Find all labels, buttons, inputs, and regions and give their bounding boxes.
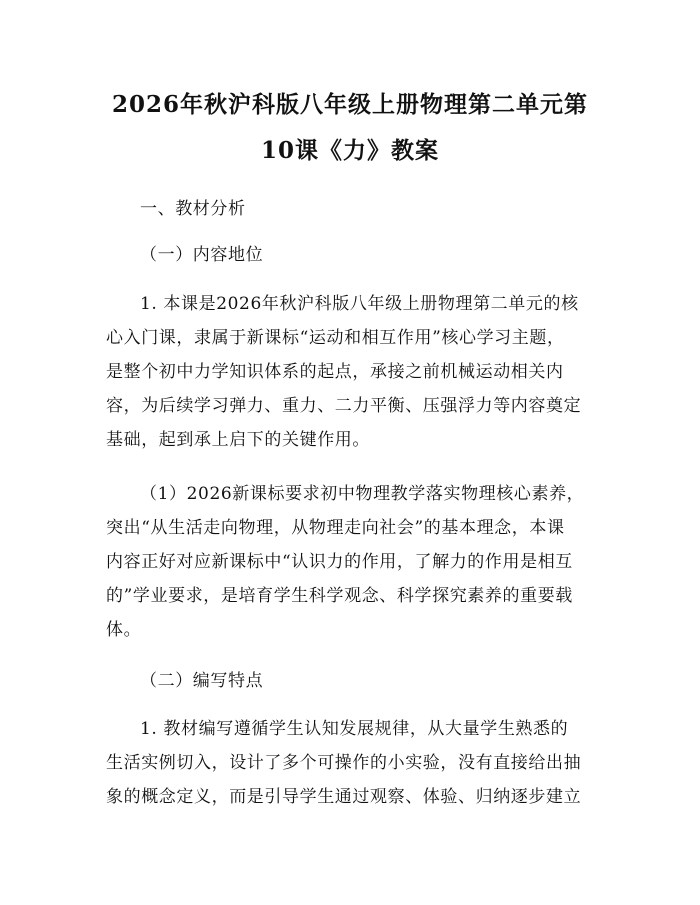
paragraph-2-line: （1）2026新课标要求初中物理教学落实物理核心素养，: [140, 484, 585, 504]
paragraph-2-line: 的”学业要求，是培育学生科学观念、科学探究素养的重要载: [106, 586, 573, 606]
paragraph-1-line: 1. 本课是2026年秋沪科版八年级上册物理第二单元的核: [140, 294, 579, 314]
paragraph-1-line: 心入门课，隶属于新课标“运动和相互作用”核心学习主题，: [106, 328, 565, 348]
section-heading-teaching-material-analysis: 一、教材分析: [140, 199, 246, 219]
document-title-line-1: 2026年秋沪科版八年级上册物理第二单元第: [111, 91, 588, 118]
paragraph-2-line: 内容正好对应新课标中“认识力的作用，了解力的作用是相互: [106, 552, 573, 572]
subsection-heading-writing-features: （二）编写特点: [140, 671, 264, 691]
subsection-heading-content-position: （一）内容地位: [140, 245, 264, 265]
paragraph-3-line: 生活实例切入，设计了多个可操作的小实验，没有直接给出抽: [106, 753, 582, 773]
paragraph-1-line: 基础，起到承上启下的关键作用。: [106, 430, 370, 450]
paragraph-3-line: 1. 教材编写遵循学生认知发展规律，从大量学生熟悉的: [140, 719, 569, 739]
paragraph-1-line: 容，为后续学习弹力、重力、二力平衡、压强浮力等内容奠定: [106, 396, 582, 416]
paragraph-2-line: 突出“从生活走向物理，从物理走向社会”的基本理念，本课: [106, 518, 565, 538]
document-title-line-2: 10课《力》教案: [260, 137, 439, 164]
paragraph-2-line: 体。: [106, 620, 142, 640]
paragraph-1-line: 是整个初中力学知识体系的起点，承接之前机械运动相关内: [106, 362, 564, 382]
paragraph-3-line: 象的概念定义，而是引导学生通过观察、体验、归纳逐步建立: [106, 787, 582, 807]
